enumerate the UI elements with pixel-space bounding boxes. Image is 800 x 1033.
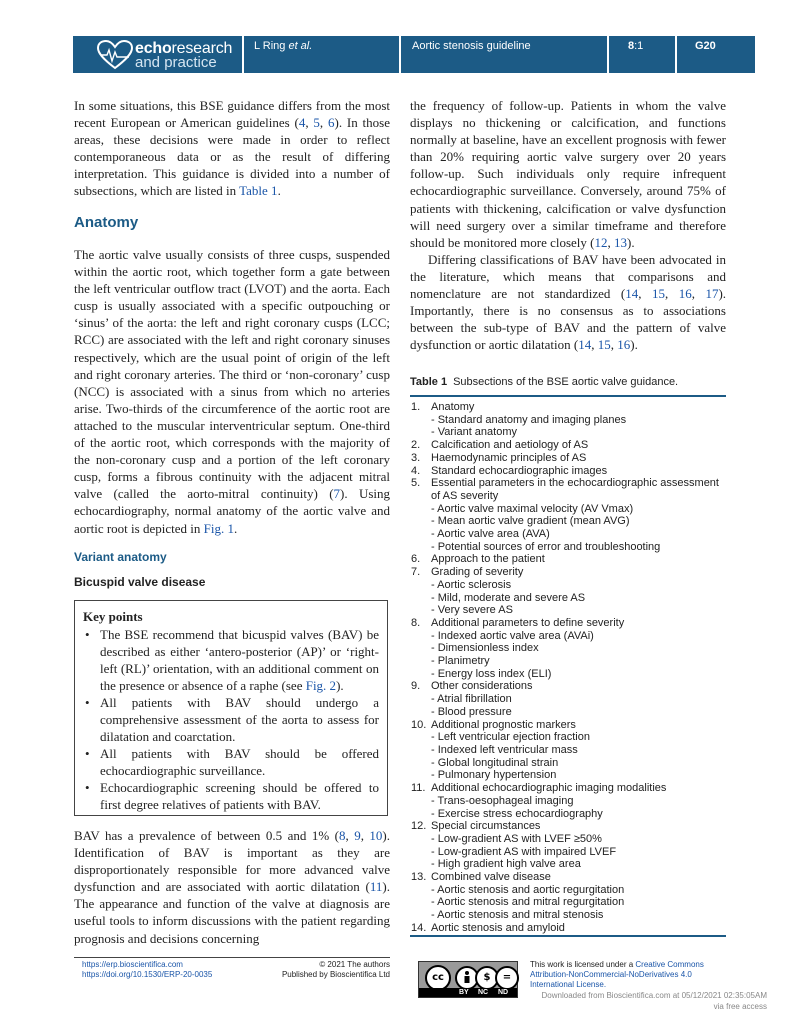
reference-link[interactable]: 16 xyxy=(617,337,631,353)
table-subitem xyxy=(410,642,726,655)
table-caption: Table 1 Subsections of the BSE aortic valve guidance. xyxy=(410,376,679,388)
table-item-number: 12. xyxy=(411,820,427,833)
anatomy-paragraph: The aortic valve usually consists of three cusps, suspended within the aortic root, which together form a gate between the left ventricular outflow tract (LVOT) and the aorta. Each cusp is usually associated with a specific outpouching or ‘sinus’ of the aorta: the left and right coronary cusps (LCC; RCC) are associated with the left and right coronary sinuses respectively, which are the usual point of origin of the left and right coronary arteries. The third or ‘non-coronary’ cusp (NCC) is associated with a sinus from which no arteries arise. Two-thirds of the circumference of the aortic root are attached to the muscular interventricular septum. One-third of the aortic root, which corresponds with the majority of the non-coronary cusp and a portion of the left coronary cusp, forms a fibrous continuity with the adjacent mitral valve (called the aorto-mitral continuity) (7). Using echocardiography, normal anatomy of the aortic valve and aortic root is depicted in Fig. 1. xyxy=(74,247,391,536)
table-item-number: 6. xyxy=(411,553,421,566)
table-item-label: Approach to the patient xyxy=(431,553,545,566)
table-item-label: Special circumstances xyxy=(431,820,541,833)
table-subitem-label: - Aortic stenosis and aortic regurgitation xyxy=(431,883,625,896)
table-item-label: Calcification and aetiology of AS xyxy=(431,439,589,452)
reference-link[interactable]: 7 xyxy=(333,486,341,502)
table-item xyxy=(410,553,726,566)
table-item-label: Essential parameters in the echocardiographic assessment of AS severity xyxy=(431,477,719,502)
table-subitem-label: - Mild, moderate and severe AS xyxy=(431,591,586,604)
header-authors: L Ring et al. xyxy=(254,40,313,52)
table-subitem-label: - Atrial fibrillation xyxy=(431,693,512,706)
table-item-label: Additional parameters to define severity xyxy=(431,616,625,629)
table-item-number: 1. xyxy=(411,401,421,413)
download-stamp: Downloaded from Bioscientifica.com at 05/12/2021 02:35:05AM via free access xyxy=(541,991,767,1011)
table-item-label: Haemodynamic principles of AS xyxy=(431,451,587,464)
figure-2-link[interactable]: Fig. 2 xyxy=(305,678,337,693)
table-item-number: 9. xyxy=(411,680,421,693)
table-subitem xyxy=(410,604,726,617)
table-subitem-label: - Potential sources of error and troubleshooting xyxy=(431,540,661,553)
table-subitem xyxy=(410,808,726,821)
reference-link[interactable]: 5 xyxy=(313,115,320,131)
key-point-item: • All patients with BAV should be offered echocardiographic surveillance. xyxy=(85,746,379,778)
header-divider xyxy=(675,36,677,73)
table-item-number: 13. xyxy=(411,871,427,884)
table-item-label: Aortic stenosis and amyloid xyxy=(431,921,565,934)
table-subitem-label: - High gradient high valve area xyxy=(431,858,581,871)
table-item xyxy=(410,680,726,693)
table-subitem xyxy=(410,693,726,706)
reference-link[interactable]: 12 xyxy=(594,234,608,250)
table-item-number: 3. xyxy=(411,451,421,464)
table-item xyxy=(410,452,726,465)
table-subitem-label: - Indexed left ventricular mass xyxy=(431,743,578,756)
table-item xyxy=(410,477,726,502)
table-subitem-label: - Very severe AS xyxy=(431,604,513,617)
anatomy-heading: Anatomy xyxy=(74,214,139,231)
table-item xyxy=(410,465,726,478)
key-points-box xyxy=(74,600,388,816)
table-subitem xyxy=(410,731,726,744)
reference-link[interactable]: 15 xyxy=(597,337,611,353)
header-divider xyxy=(607,36,609,73)
table-item-number: 7. xyxy=(411,566,421,579)
license-link[interactable]: Creative Commons Attribution-NonCommercial-NoDerivatives 4.0 International License. xyxy=(530,960,704,989)
key-points-title: Key points xyxy=(83,609,143,624)
table-subitem xyxy=(410,896,726,909)
key-points-list xyxy=(83,626,379,813)
table-subitem xyxy=(410,884,726,897)
table-subitem-label: - Aortic valve area (AVA) xyxy=(431,528,550,541)
table-item-number: 14. xyxy=(411,921,427,934)
journal-url-link[interactable]: https://erp.bioscientifica.com xyxy=(82,960,183,969)
table-item-label: Grading of severity xyxy=(431,566,524,579)
table-subitem-label: - Aortic sclerosis xyxy=(431,578,512,591)
table-subitem-label: - Aortic stenosis and mitral regurgitation xyxy=(431,896,625,909)
table-item-number: 5. xyxy=(411,477,421,490)
table-subitem xyxy=(410,426,726,439)
table-item-number: 8. xyxy=(411,616,421,629)
table-item-number: 10. xyxy=(411,718,427,731)
logo-text-line2: and practice xyxy=(135,54,217,71)
table-subitem-label: - Aortic valve maximal velocity (AV Vmax) xyxy=(431,502,634,515)
table-subitem xyxy=(410,706,726,719)
table-subitem-label: - Trans-oesophageal imaging xyxy=(431,794,574,807)
reference-link[interactable]: 11 xyxy=(369,879,383,895)
bicuspid-heading: Bicuspid valve disease xyxy=(74,575,206,589)
table-item xyxy=(410,439,726,452)
table-subitem xyxy=(410,579,726,592)
noderivatives-icon: = xyxy=(495,966,519,990)
key-point-item: • The BSE recommend that bicuspid valves (BAV) be described as either ‘antero-posterior (AP)’ or ‘right-left (RL)’ orientation, with an additional comment on the presence or absence of a raphe (see Fig. 2). xyxy=(85,627,379,693)
table-item xyxy=(410,922,726,935)
table-subitem xyxy=(410,528,726,541)
cc-nc-label: NC xyxy=(478,989,489,996)
table-1-list xyxy=(410,401,726,935)
table-subitem xyxy=(410,515,726,528)
table-item-number: 11. xyxy=(411,782,426,795)
key-point-item: • All patients with BAV should undergo a comprehensive assessment of the aorta to assess for dilatation and coarctation. xyxy=(85,695,379,744)
cc-by-label: BY xyxy=(459,989,469,996)
doi-link[interactable]: https://doi.org/10.1530/ERP-20-0035 xyxy=(82,970,213,979)
table-subitem-label: - Mean aortic valve gradient (mean AVG) xyxy=(431,515,630,528)
followup-paragraph: the frequency of follow-up. Patients in whom the valve displays no thickening or calcification, and functions normally at baseline, have an excellent prognosis with fewer than 20% requiring aortic valve surgery over 20 years follow-up. Such individuals only require infrequent echocardiographic surveillance. Conversely, around 75% of patients with thickening, calcification or valve dysfunction will need surgery over a similar timeframe and therefore should be monitored more closely (12, 13). Differing classifications of BAV have been advocated in the literature, which means that comparisons and nomenclature are not standardized (14, 15, 16, 17). Importantly, there is no consensus as to associations between the sub-type of BAV and the pattern of valve dysfunction or aortic dilatation (14, 15, 16). xyxy=(410,98,727,353)
reference-link[interactable]: 13 xyxy=(614,234,627,250)
reference-link[interactable]: 8 xyxy=(338,828,346,843)
table-item xyxy=(410,566,726,579)
key-point-item: • Echocardiographic screening should be offered to first degree relatives of patients with BAV. xyxy=(85,780,379,812)
reference-link[interactable]: 9 xyxy=(354,828,361,843)
table-subitem-label: - Standard anatomy and imaging planes xyxy=(431,413,627,426)
footer-links xyxy=(82,960,212,980)
cc-icon: cc xyxy=(425,965,451,991)
header-article-title: Aortic stenosis guideline xyxy=(412,40,531,52)
license-text: This work is licensed under a Creative Commons Attribution-NonCommercial-NoDerivatives 4.0 International License. xyxy=(530,960,704,989)
logo-text-line1: echoresearch xyxy=(135,40,233,57)
table-item-label: Other considerations xyxy=(431,680,533,693)
table-item-label: Additional prognostic markers xyxy=(431,718,576,731)
bav-paragraph: BAV has a prevalence of between 0.5 and 1% (8, 9, 10). Identification of BAV is important as they are disproportionately responsible for more advanced valve dysfunction and are associated with aortic dilatation (11). The appearance and function of the valve at diagnosis are useful tools to inform discussions with the patient regarding prognosis and decisions concerning xyxy=(74,828,390,946)
table-subitem xyxy=(410,630,726,643)
noncommercial-icon: $ xyxy=(475,966,499,990)
header-divider xyxy=(242,36,244,73)
table-item-label: Standard echocardiographic images xyxy=(431,464,608,477)
table-subitem-label: - Pulmonary hypertension xyxy=(431,769,557,782)
table-subitem xyxy=(410,757,726,770)
table-subitem-label: - Indexed aortic valve area (AVAi) xyxy=(431,629,594,642)
table-subitem-label: - Low-gradient AS with impaired LVEF xyxy=(431,845,617,858)
table-subitem xyxy=(410,414,726,427)
intro-paragraph: In some situations, this BSE guidance differs from the most recent European or American guidelines (4, 5, 6). In those areas, these decisions were made in order to reflect contemporaneous data or as the result of differing interpretation. This guidance is divided into a number of subsections, which are listed in Table 1. xyxy=(74,98,390,199)
header-divider xyxy=(399,36,401,73)
reference-link[interactable]: 14 xyxy=(625,286,639,302)
table-subitem xyxy=(410,909,726,922)
variant-anatomy-heading: Variant anatomy xyxy=(74,550,167,564)
journal-header xyxy=(73,36,755,73)
table-item-label: Additional echocardiographic imaging modalities xyxy=(431,782,667,795)
table-subitem xyxy=(410,795,726,808)
cc-license-badge[interactable] xyxy=(418,961,518,998)
table-item xyxy=(410,871,726,884)
reference-link[interactable]: 4 xyxy=(298,115,306,131)
table-subitem xyxy=(410,592,726,605)
footer-rule xyxy=(74,957,390,958)
table-subitem-label: - Variant anatomy xyxy=(431,426,518,439)
table-item xyxy=(410,820,726,833)
table-subitem xyxy=(410,655,726,668)
classification-paragraph: Differing classifications of BAV have been advocated in the literature, which means that comparisons and nomenclature are not standardized (14, 15, 16, 17). Importantly, there is no consensus as to associations between the sub-type of BAV and the pattern of valve dysfunction or aortic dilatation (14, 15, 16). xyxy=(410,251,727,353)
table-subitem-label: - Energy loss index (ELI) xyxy=(431,667,552,680)
table-subitem xyxy=(410,541,726,554)
table-item xyxy=(410,782,726,795)
table-item-label: Anatomy xyxy=(431,401,475,413)
figure-1-link[interactable]: Fig. 1 xyxy=(203,520,234,536)
table-subitem-label: - Global longitudinal strain xyxy=(431,756,559,769)
header-volume-issue: 8:1 xyxy=(628,40,644,52)
reference-link[interactable]: 17 xyxy=(705,286,719,302)
reference-link[interactable]: 14 xyxy=(578,337,592,353)
table-subitem xyxy=(410,668,726,681)
table-subitem-label: - Planimetry xyxy=(431,655,490,668)
table-subitem-label: - Dimensionless index xyxy=(431,642,539,655)
reference-link[interactable]: 6 xyxy=(327,115,335,131)
table-item xyxy=(410,719,726,732)
header-page-number: G20 xyxy=(695,40,716,52)
table-item xyxy=(410,401,726,414)
table-subitem xyxy=(410,846,726,859)
table-bottom-rule xyxy=(410,935,726,937)
footer-copyright: © 2021 The authors Published by Bioscientifica Ltd xyxy=(281,960,390,979)
table-item-label: Combined valve disease xyxy=(431,871,551,884)
table-item xyxy=(410,617,726,630)
reference-link[interactable]: 16 xyxy=(678,286,692,302)
table-1-link[interactable]: Table 1 xyxy=(239,183,278,199)
reference-link[interactable]: 15 xyxy=(651,286,665,302)
table-top-rule xyxy=(410,395,726,397)
table-subitem-label: - Aortic stenosis and mitral stenosis xyxy=(431,909,604,922)
table-item-number: 4. xyxy=(411,464,421,477)
journal-logo xyxy=(95,39,245,71)
table-subitem-label: - Low-gradient AS with LVEF ≥50% xyxy=(431,832,602,845)
table-subitem xyxy=(410,769,726,782)
table-item-number: 2. xyxy=(411,439,421,452)
table-subitem-label: - Exercise stress echocardiography xyxy=(431,807,603,820)
table-subitem xyxy=(410,833,726,846)
table-subitem-label: - Blood pressure xyxy=(431,705,512,718)
cc-nd-label: ND xyxy=(498,989,509,996)
heart-wave-icon xyxy=(95,39,135,71)
table-subitem xyxy=(410,503,726,516)
table-subitem xyxy=(410,744,726,757)
table-subitem-label: - Left ventricular ejection fraction xyxy=(431,731,590,744)
table-subitem xyxy=(410,858,726,871)
reference-link[interactable]: 10 xyxy=(369,828,383,843)
